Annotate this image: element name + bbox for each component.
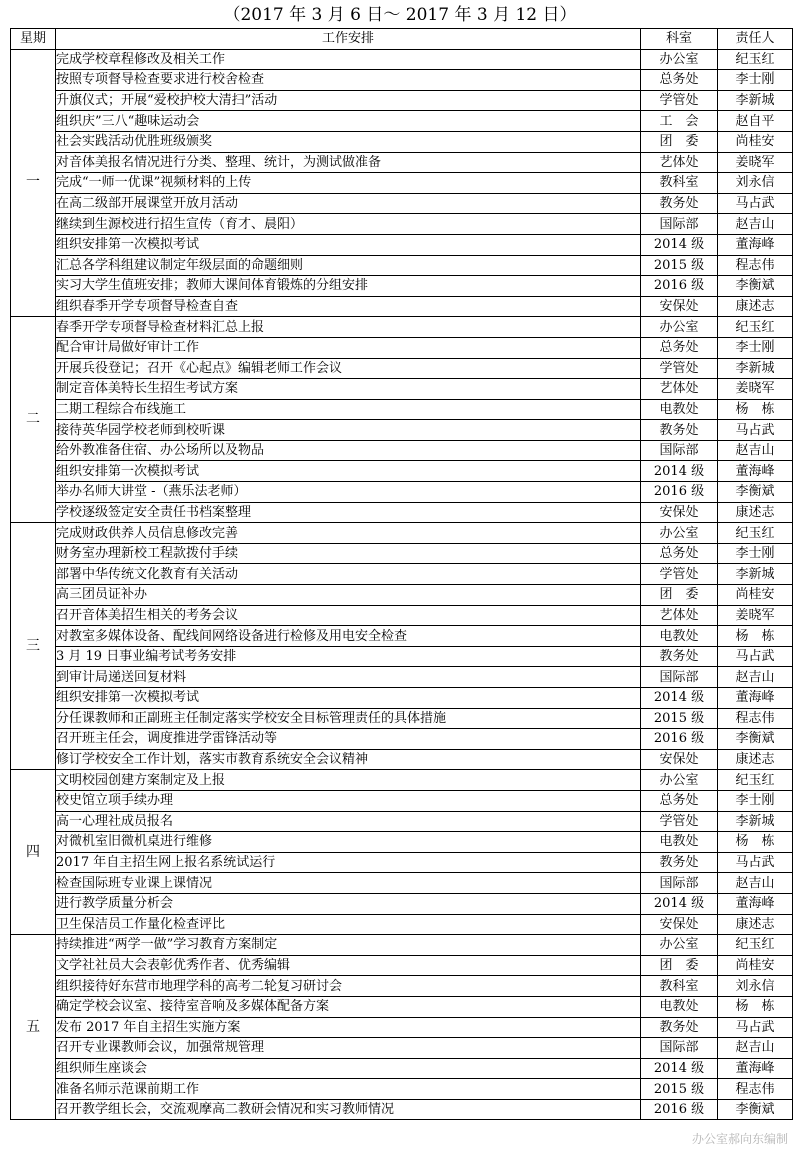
dept-cell: 电教处 xyxy=(641,626,718,647)
dept-cell: 2014 级 xyxy=(641,1058,718,1079)
dept-cell: 电教处 xyxy=(641,832,718,853)
person-cell: 姜晓军 xyxy=(718,152,793,173)
task-cell: 举办名师大讲堂 -（燕乐法老师） xyxy=(56,482,641,503)
table-row xyxy=(11,337,793,358)
dept-cell: 办公室 xyxy=(641,935,718,956)
table-row xyxy=(11,564,793,585)
dept-cell: 国际部 xyxy=(641,873,718,894)
dept-cell: 艺体处 xyxy=(641,152,718,173)
person-cell: 杨 栋 xyxy=(718,399,793,420)
person-cell: 李新城 xyxy=(718,90,793,111)
person-cell: 程志伟 xyxy=(718,708,793,729)
task-cell: 组织庆”三八“趣味运动会 xyxy=(56,111,641,132)
person-cell: 赵吉山 xyxy=(718,1038,793,1059)
table-row xyxy=(11,276,793,297)
dept-cell: 2014 级 xyxy=(641,893,718,914)
table-row xyxy=(11,688,793,709)
person-cell: 李新城 xyxy=(718,564,793,585)
dept-cell: 总务处 xyxy=(641,337,718,358)
task-cell: 升旗仪式；开展“爱校护校大清扫”活动 xyxy=(56,90,641,111)
person-cell: 赵自平 xyxy=(718,111,793,132)
dept-cell: 2016 级 xyxy=(641,729,718,750)
table-row xyxy=(11,626,793,647)
dept-cell: 教科室 xyxy=(641,976,718,997)
dept-cell: 安保处 xyxy=(641,749,718,770)
person-cell: 杨 栋 xyxy=(718,996,793,1017)
table-row xyxy=(11,358,793,379)
person-cell: 康述志 xyxy=(718,749,793,770)
task-cell: 二期工程综合布线施工 xyxy=(56,399,641,420)
task-cell: 召开教学组长会，交流观摩高二教研会情况和实习教师情况 xyxy=(56,1099,641,1120)
person-cell: 康述志 xyxy=(718,296,793,317)
person-cell: 马占武 xyxy=(718,193,793,214)
task-cell: 分任课教师和正副班主任制定落实学校安全目标管理责任的具体措施 xyxy=(56,708,641,729)
table-row xyxy=(11,832,793,853)
task-cell: 春季开学专项督导检查材料汇总上报 xyxy=(56,317,641,338)
person-cell: 刘永信 xyxy=(718,173,793,194)
person-cell: 姜晓军 xyxy=(718,379,793,400)
dept-cell: 艺体处 xyxy=(641,379,718,400)
dept-cell: 2015 级 xyxy=(641,708,718,729)
task-cell: 发布 2017 年自主招生实施方案 xyxy=(56,1017,641,1038)
footer-credit: 办公室郝向东编制 xyxy=(691,1132,788,1146)
person-cell: 李新城 xyxy=(718,358,793,379)
day-label: 三 xyxy=(11,523,56,770)
table-row xyxy=(11,811,793,832)
day-label: 四 xyxy=(11,770,56,935)
task-cell: 完成财政供养人员信息修改完善 xyxy=(56,523,641,544)
table-row xyxy=(11,852,793,873)
table-row xyxy=(11,605,793,626)
person-cell: 董海峰 xyxy=(718,893,793,914)
table-row xyxy=(11,193,793,214)
dept-cell: 安保处 xyxy=(641,914,718,935)
table-row xyxy=(11,111,793,132)
header-dept: 科室 xyxy=(641,29,718,50)
dept-cell: 安保处 xyxy=(641,502,718,523)
task-cell: 文明校园创建方案制定及上报 xyxy=(56,770,641,791)
task-cell: 完成学校章程修改及相关工作 xyxy=(56,49,641,70)
person-cell: 赵吉山 xyxy=(718,873,793,894)
person-cell: 李衡斌 xyxy=(718,729,793,750)
person-cell: 康述志 xyxy=(718,914,793,935)
schedule-body xyxy=(11,49,793,1120)
table-row xyxy=(11,379,793,400)
task-cell: 2017 年自主招生网上报名系统试运行 xyxy=(56,852,641,873)
person-cell: 马占武 xyxy=(718,1017,793,1038)
table-row xyxy=(11,523,793,544)
person-cell: 程志伟 xyxy=(718,1079,793,1100)
person-cell: 杨 栋 xyxy=(718,832,793,853)
person-cell: 董海峰 xyxy=(718,1058,793,1079)
dept-cell: 工 会 xyxy=(641,111,718,132)
person-cell: 董海峰 xyxy=(718,461,793,482)
table-row xyxy=(11,461,793,482)
table-row xyxy=(11,996,793,1017)
dept-cell: 2015 级 xyxy=(641,255,718,276)
task-cell: 进行教学质量分析会 xyxy=(56,893,641,914)
dept-cell: 学管处 xyxy=(641,811,718,832)
table-row xyxy=(11,667,793,688)
person-cell: 董海峰 xyxy=(718,688,793,709)
table-row xyxy=(11,1038,793,1059)
dept-cell: 2014 级 xyxy=(641,461,718,482)
task-cell: 汇总各学科组建议制定年级层面的命题细则 xyxy=(56,255,641,276)
table-row xyxy=(11,585,793,606)
table-row xyxy=(11,790,793,811)
table-row xyxy=(11,914,793,935)
dept-cell: 2014 级 xyxy=(641,688,718,709)
task-cell: 接待英华园学校老师到校听课 xyxy=(56,420,641,441)
task-cell: 继续到生源校进行招生宣传（育才、晨阳） xyxy=(56,214,641,235)
schedule-title: （2017 年 3 月 6 日～ 2017 年 3 月 12 日） xyxy=(223,5,577,25)
person-cell: 赵吉山 xyxy=(718,667,793,688)
task-cell: 修订学校安全工作计划，落实市教育系统安全会议精神 xyxy=(56,749,641,770)
task-cell: 3 月 19 日事业编考试考务安排 xyxy=(56,646,641,667)
dept-cell: 国际部 xyxy=(641,440,718,461)
table-row xyxy=(11,49,793,70)
task-cell: 检查国际班专业课上课情况 xyxy=(56,873,641,894)
dept-cell: 总务处 xyxy=(641,70,718,91)
table-row xyxy=(11,1017,793,1038)
dept-cell: 教务处 xyxy=(641,1017,718,1038)
dept-cell: 2016 级 xyxy=(641,482,718,503)
person-cell: 纪玉红 xyxy=(718,770,793,791)
table-row xyxy=(11,955,793,976)
task-cell: 在高二级部开展课堂开放月活动 xyxy=(56,193,641,214)
person-cell: 尚桂安 xyxy=(718,131,793,152)
dept-cell: 办公室 xyxy=(641,317,718,338)
table-row xyxy=(11,976,793,997)
dept-cell: 教科室 xyxy=(641,173,718,194)
task-cell: 学校逐级签定安全责任书档案整理 xyxy=(56,502,641,523)
dept-cell: 2016 级 xyxy=(641,276,718,297)
day-label: 二 xyxy=(11,317,56,523)
person-cell: 赵吉山 xyxy=(718,440,793,461)
table-row xyxy=(11,173,793,194)
person-cell: 李士刚 xyxy=(718,543,793,564)
person-cell: 纪玉红 xyxy=(718,935,793,956)
table-row xyxy=(11,1099,793,1120)
table-row xyxy=(11,90,793,111)
person-cell: 李衡斌 xyxy=(718,482,793,503)
dept-cell: 电教处 xyxy=(641,996,718,1017)
person-cell: 赵吉山 xyxy=(718,214,793,235)
person-cell: 李衡斌 xyxy=(718,1099,793,1120)
table-row xyxy=(11,296,793,317)
table-row xyxy=(11,646,793,667)
task-cell: 持续推进“两学一做”学习教育方案制定 xyxy=(56,935,641,956)
table-row xyxy=(11,317,793,338)
task-cell: 部署中华传统文化教育有关活动 xyxy=(56,564,641,585)
task-cell: 实习大学生值班安排；教师大课间体育锻炼的分组安排 xyxy=(56,276,641,297)
task-cell: 校史馆立项手续办理 xyxy=(56,790,641,811)
header-row xyxy=(11,29,793,50)
table-row xyxy=(11,935,793,956)
dept-cell: 教务处 xyxy=(641,852,718,873)
task-cell: 组织师生座谈会 xyxy=(56,1058,641,1079)
task-cell: 卫生保洁员工作量化检查评比 xyxy=(56,914,641,935)
table-row xyxy=(11,1058,793,1079)
person-cell: 马占武 xyxy=(718,420,793,441)
table-row xyxy=(11,70,793,91)
dept-cell: 学管处 xyxy=(641,90,718,111)
dept-cell: 团 委 xyxy=(641,131,718,152)
table-row xyxy=(11,399,793,420)
dept-cell: 2015 级 xyxy=(641,1079,718,1100)
table-row xyxy=(11,214,793,235)
task-cell: 高三团员证补办 xyxy=(56,585,641,606)
table-row xyxy=(11,1079,793,1100)
person-cell: 程志伟 xyxy=(718,255,793,276)
dept-cell: 安保处 xyxy=(641,296,718,317)
person-cell: 姜晓军 xyxy=(718,605,793,626)
person-cell: 李士刚 xyxy=(718,337,793,358)
task-cell: 到审计局递送回复材料 xyxy=(56,667,641,688)
day-label: 一 xyxy=(11,49,56,317)
task-cell: 组织接待好东营市地理学科的高考二轮复习研讨会 xyxy=(56,976,641,997)
task-cell: 对教室多媒体设备、配线间网络设备进行检修及用电安全检查 xyxy=(56,626,641,647)
task-cell: 组织安排第一次模拟考试 xyxy=(56,461,641,482)
table-row xyxy=(11,502,793,523)
person-cell: 刘永信 xyxy=(718,976,793,997)
task-cell: 社会实践活动优胜班级颁奖 xyxy=(56,131,641,152)
person-cell: 杨 栋 xyxy=(718,626,793,647)
dept-cell: 团 委 xyxy=(641,585,718,606)
table-row xyxy=(11,708,793,729)
person-cell: 纪玉红 xyxy=(718,523,793,544)
task-cell: 高一心理社成员报名 xyxy=(56,811,641,832)
dept-cell: 学管处 xyxy=(641,564,718,585)
task-cell: 开展兵役登记；召开《心起点》编辑老师工作会议 xyxy=(56,358,641,379)
table-row xyxy=(11,770,793,791)
dept-cell: 国际部 xyxy=(641,667,718,688)
table-row xyxy=(11,893,793,914)
table-row xyxy=(11,729,793,750)
dept-cell: 电教处 xyxy=(641,399,718,420)
task-cell: 组织安排第一次模拟考试 xyxy=(56,688,641,709)
dept-cell: 总务处 xyxy=(641,790,718,811)
person-cell: 李士刚 xyxy=(718,790,793,811)
person-cell: 马占武 xyxy=(718,852,793,873)
task-cell: 确定学校会议室、接待室音响及多媒体配备方案 xyxy=(56,996,641,1017)
person-cell: 纪玉红 xyxy=(718,317,793,338)
person-cell: 康述志 xyxy=(718,502,793,523)
person-cell: 纪玉红 xyxy=(718,49,793,70)
person-cell: 董海峰 xyxy=(718,234,793,255)
table-row xyxy=(11,440,793,461)
table-row xyxy=(11,131,793,152)
dept-cell: 国际部 xyxy=(641,1038,718,1059)
task-cell: 完成“一师一优课”视频材料的上传 xyxy=(56,173,641,194)
task-cell: 组织春季开学专项督导检查自查 xyxy=(56,296,641,317)
dept-cell: 办公室 xyxy=(641,770,718,791)
person-cell: 李衡斌 xyxy=(718,276,793,297)
day-label: 五 xyxy=(11,935,56,1120)
table-row xyxy=(11,482,793,503)
dept-cell: 国际部 xyxy=(641,214,718,235)
task-cell: 按照专项督导检查要求进行校舍检查 xyxy=(56,70,641,91)
task-cell: 组织安排第一次模拟考试 xyxy=(56,234,641,255)
task-cell: 召开专业课教师会议，加强常规管理 xyxy=(56,1038,641,1059)
dept-cell: 教务处 xyxy=(641,193,718,214)
task-cell: 召开音体美招生相关的考务会议 xyxy=(56,605,641,626)
header-day: 星期 xyxy=(11,29,56,50)
task-cell: 文学社社员大会表彰优秀作者、优秀编辑 xyxy=(56,955,641,976)
dept-cell: 教务处 xyxy=(641,420,718,441)
dept-cell: 艺体处 xyxy=(641,605,718,626)
task-cell: 准备名师示范课前期工作 xyxy=(56,1079,641,1100)
table-row xyxy=(11,152,793,173)
task-cell: 对音体美报名情况进行分类、整理、统计，为测试做准备 xyxy=(56,152,641,173)
header-task: 工作安排 xyxy=(56,29,641,50)
dept-cell: 学管处 xyxy=(641,358,718,379)
task-cell: 召开班主任会，调度推进学雷锋活动等 xyxy=(56,729,641,750)
table-row xyxy=(11,749,793,770)
person-cell: 李士刚 xyxy=(718,70,793,91)
dept-cell: 团 委 xyxy=(641,955,718,976)
task-cell: 制定音体美特长生招生考试方案 xyxy=(56,379,641,400)
dept-cell: 2014 级 xyxy=(641,234,718,255)
person-cell: 尚桂安 xyxy=(718,585,793,606)
table-row xyxy=(11,873,793,894)
dept-cell: 2016 级 xyxy=(641,1099,718,1120)
task-cell: 给外教准备住宿、办公场所以及物品 xyxy=(56,440,641,461)
task-cell: 财务室办理新校工程款拨付手续 xyxy=(56,543,641,564)
person-cell: 李新城 xyxy=(718,811,793,832)
person-cell: 尚桂安 xyxy=(718,955,793,976)
dept-cell: 教务处 xyxy=(641,646,718,667)
dept-cell: 办公室 xyxy=(641,49,718,70)
weekly-schedule-table xyxy=(10,28,793,1120)
table-row xyxy=(11,420,793,441)
table-row xyxy=(11,255,793,276)
task-cell: 对微机室旧微机桌进行维修 xyxy=(56,832,641,853)
table-row xyxy=(11,234,793,255)
header-person: 责任人 xyxy=(718,29,793,50)
dept-cell: 办公室 xyxy=(641,523,718,544)
person-cell: 马占武 xyxy=(718,646,793,667)
table-row xyxy=(11,543,793,564)
dept-cell: 总务处 xyxy=(641,543,718,564)
task-cell: 配合审计局做好审计工作 xyxy=(56,337,641,358)
